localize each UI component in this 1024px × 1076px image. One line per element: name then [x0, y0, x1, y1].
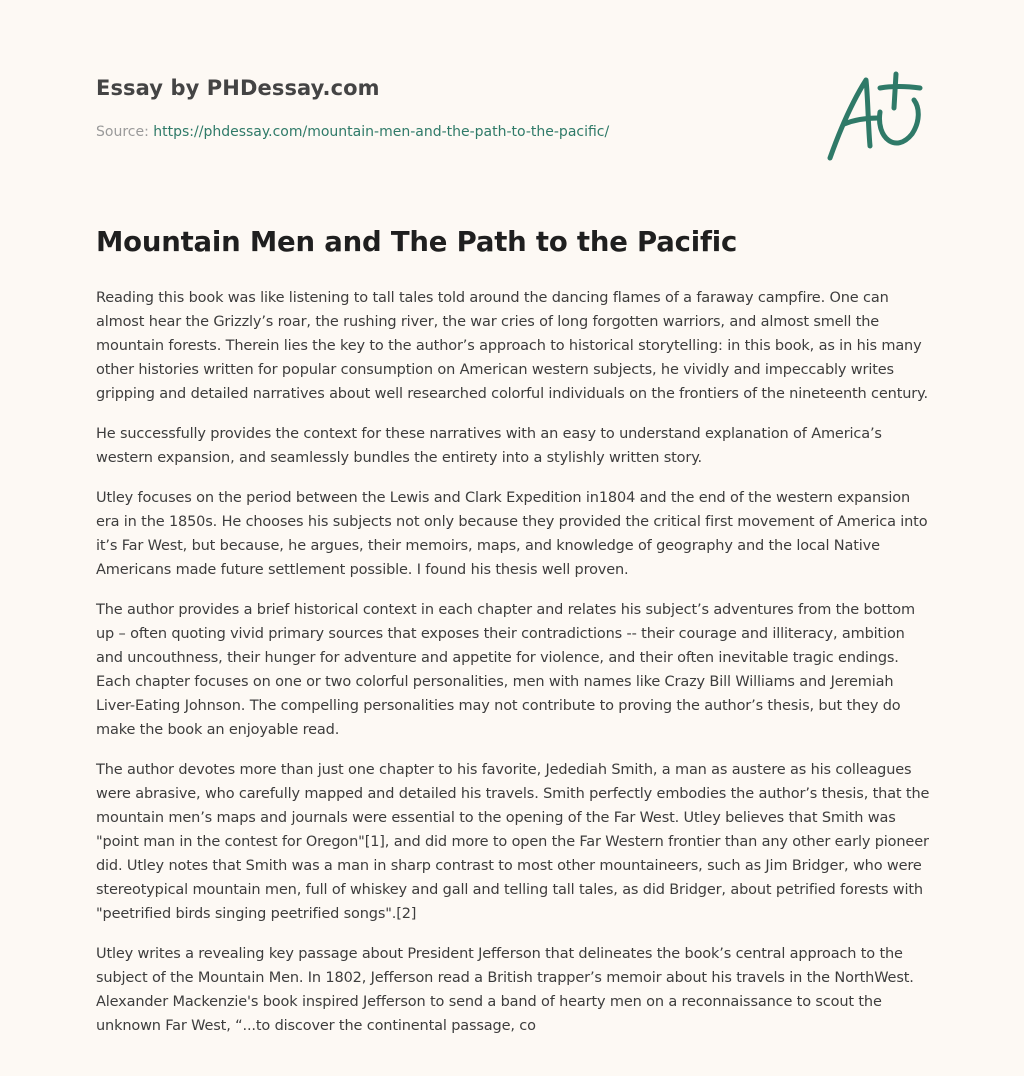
- essay-paragraph: The author devotes more than just one chapter to his favorite, Jedediah Smith, a man as austere as his colleagues were abrasive, who carefully mapped and detailed his travels. Smith perfectly embodies the author’s thesis, that the mountain men’s maps and journals were essential to the opening of the Far West. Utley believes that Smith was "point man in the contest for Oregon"[1], and did more to open the Far Western frontier than any other early pioneer did. Utley notes that Smith was a man in sharp contrast to most other mountaineers, such as Jim Bridger, who were stereotypical mountain men, full of whiskey and gall and telling tall tales, as did Bridger, about petrified forests with "peetrified birds singing peetrified songs".[2]: [96, 762, 930, 922]
- essay-paragraph: Utley writes a revealing key passage about President Jefferson that delineates the book’s central approach to the subject of the Mountain Men. In 1802, Jefferson read a British trapper’s memoir about his travels in the NorthWest. Alexander Mackenzie's book inspired Jefferson to send a band of hearty men on a reconnaissance to scout the unknown Far West, “...to discover the continental passage, co: [96, 946, 914, 1034]
- source-link[interactable]: https://phdessay.com/mountain-men-and-the-path-to-the-pacific/: [153, 124, 610, 140]
- source-line: [96, 124, 609, 140]
- essay-title: Mountain Men and The Path to the Pacific: [96, 226, 738, 258]
- essay-paragraph: The author provides a brief historical context in each chapter and relates his subject’s adventures from the bottom up – often quoting vivid primary sources that exposes their contradictions -- their courage and illiteracy, ambition and uncouthness, their hunger for adventure and appetite for violence, and their often inevitable tragic endings. Each chapter focuses on one or two colorful personalities, men with names like Crazy Bill Williams and Jeremiah Liver-Eating Johnson. The compelling personalities may not contribute to proving the author’s thesis, but they do make the book an enjoyable read.: [96, 602, 915, 738]
- a-plus-logo-icon: [822, 68, 928, 164]
- essay-paragraph: Utley focuses on the period between the Lewis and Clark Expedition in1804 and the end of the western expansion era in the 1850s. He chooses his subjects not only because they provided the critical first movement of America into it’s Far West, but because, he argues, their memoirs, maps, and knowledge of geography and the local Native Americans made future settlement possible. I found his thesis well proven.: [96, 490, 928, 578]
- essay-paragraph: Reading this book was like listening to tall tales told around the dancing flames of a faraway campfire. One can almost hear the Grizzly’s roar, the rushing river, the war cries of long forgotten warriors, and almost smell the mountain forests. Therein lies the key to the author’s approach to historical storytelling: in this book, as in his many other histories written for popular consumption on American western subjects, he vividly and impeccably writes gripping and detailed narratives about well researched colorful individuals on the frontiers of the nineteenth century.: [96, 290, 928, 402]
- essay-body: [96, 286, 930, 1054]
- site-title: Essay by PHDessay.com: [96, 76, 380, 100]
- source-label: Source:: [96, 124, 154, 140]
- essay-paragraph: He successfully provides the context for these narratives with an easy to understand explanation of America’s western expansion, and seamlessly bundles the entirety into a stylishly written story.: [96, 426, 882, 466]
